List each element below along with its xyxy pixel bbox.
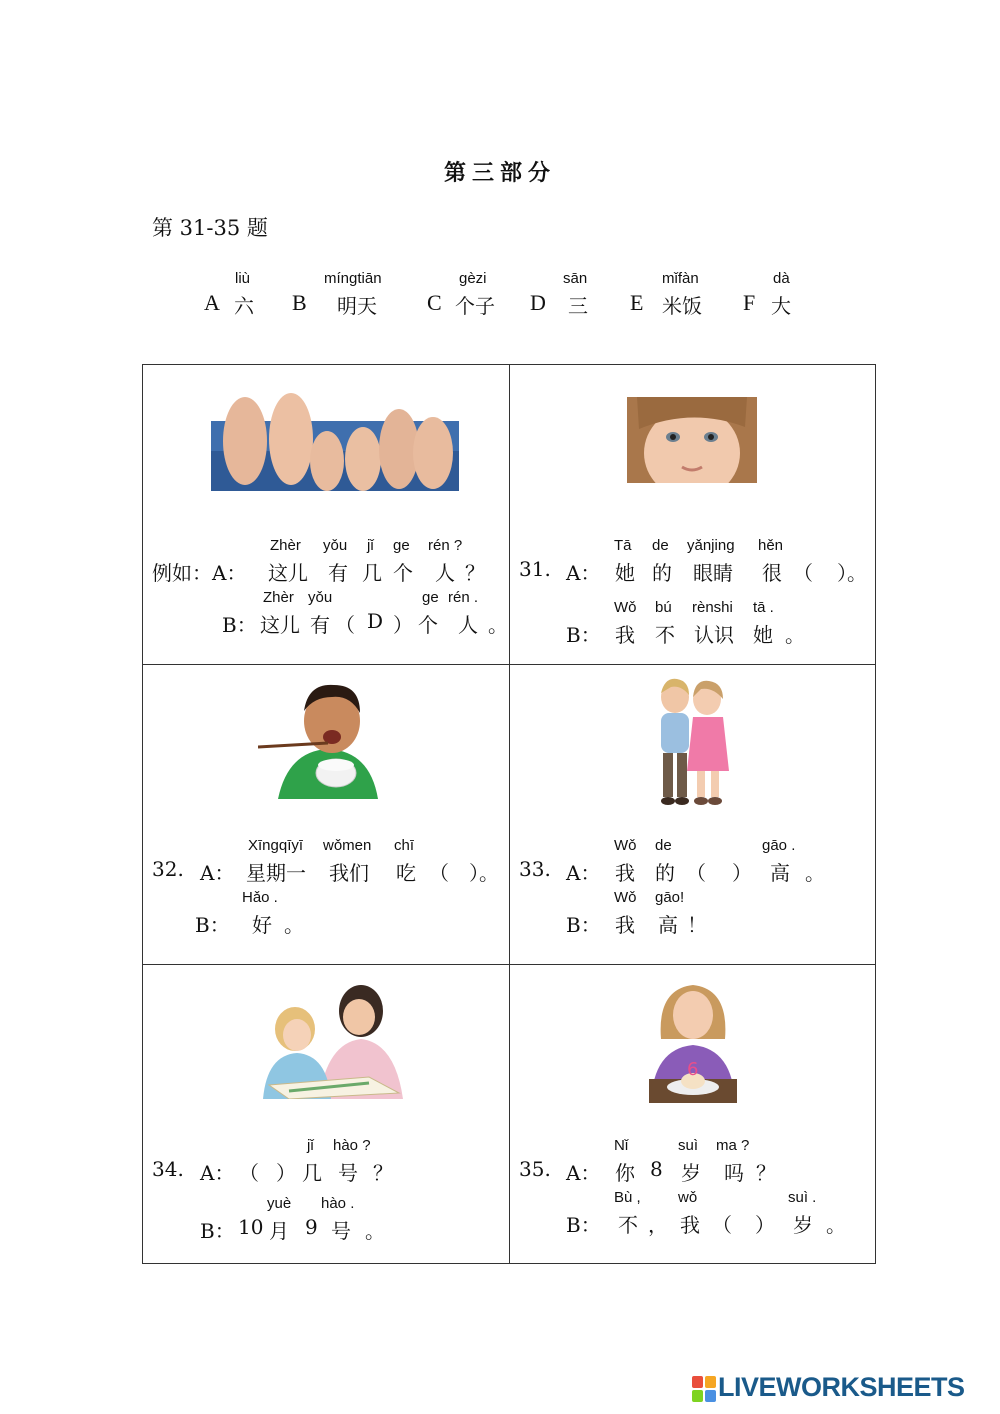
example-cell xyxy=(143,365,509,665)
boy-eating-picture xyxy=(258,681,396,799)
hanzi: 的 xyxy=(652,561,672,585)
pinyin: yǒu xyxy=(308,589,333,606)
hanzi: ？ xyxy=(756,1161,776,1185)
hanzi: 我们 xyxy=(329,861,369,885)
pinyin: bú xyxy=(655,599,672,616)
answer-options xyxy=(0,270,1000,330)
option-letter: D xyxy=(530,290,546,315)
label-a: A： xyxy=(566,1161,601,1185)
hanzi: 有 xyxy=(328,561,348,585)
hanzi: 我 xyxy=(615,623,635,647)
option-letter: E xyxy=(630,290,644,315)
q33-line-a xyxy=(510,837,876,887)
question-range: 第 31-35 题 xyxy=(152,216,268,240)
pinyin: Wǒ xyxy=(614,599,637,616)
hanzi: （ xyxy=(335,613,355,637)
hanzi: 月 xyxy=(269,1219,289,1243)
q35-line-b xyxy=(510,1189,876,1239)
question-number: 33. xyxy=(519,857,551,881)
pinyin: yǒu xyxy=(323,537,348,554)
question-number: 34. xyxy=(152,1157,184,1181)
option-pinyin: míngtiān xyxy=(324,270,382,287)
option-hanzi: 个子 xyxy=(455,294,495,318)
pinyin: Tā xyxy=(614,537,632,554)
question-33-cell xyxy=(510,665,876,965)
answer-blank[interactable]: （ xyxy=(793,561,813,585)
hanzi: ） xyxy=(732,861,752,885)
option-hanzi: 六 xyxy=(234,294,254,318)
hanzi: 10 xyxy=(238,1215,264,1239)
hanzi: 你 xyxy=(615,1161,635,1185)
example-label-b: B： xyxy=(222,613,257,637)
hanzi: 号 xyxy=(331,1219,351,1243)
q31-line-b xyxy=(510,599,876,649)
pinyin: rènshi xyxy=(692,599,733,616)
two-children-picture xyxy=(651,675,733,815)
hanzi: ）。 xyxy=(837,561,867,585)
example-line-a xyxy=(143,537,509,587)
hanzi: 人 xyxy=(458,613,478,637)
option-hanzi: 明天 xyxy=(337,294,377,318)
q34-line-a xyxy=(143,1137,509,1187)
pinyin: de xyxy=(652,537,669,554)
hanzi: 我 xyxy=(680,1213,700,1237)
q33-line-b xyxy=(510,889,876,939)
pinyin: wǒmen xyxy=(323,837,372,854)
hanzi: 不 xyxy=(618,1213,638,1237)
label-a: A： xyxy=(200,861,235,885)
hanzi: 吃 xyxy=(396,861,416,885)
question-35-cell xyxy=(510,965,876,1265)
example-line-b xyxy=(143,589,509,639)
hanzi: 。 xyxy=(805,861,825,885)
option-pinyin: gèzi xyxy=(459,270,487,287)
hanzi: ）。 xyxy=(469,861,499,885)
pinyin: de xyxy=(655,837,672,854)
hanzi: 眼睛 xyxy=(693,561,733,585)
pinyin: Zhèr xyxy=(263,589,294,606)
hanzi: 个 xyxy=(393,561,413,585)
pinyin: gāo! xyxy=(655,889,685,906)
q32-line-a xyxy=(143,837,509,887)
answer-blank[interactable]: （ xyxy=(239,1161,259,1185)
question-grid xyxy=(142,364,876,1264)
option-pinyin: mǐfàn xyxy=(662,270,699,287)
hanzi: 。 xyxy=(284,913,304,937)
feet-picture xyxy=(211,391,459,497)
hanzi: 这儿 xyxy=(268,561,308,585)
hanzi: 个 xyxy=(418,613,438,637)
option-hanzi: 大 xyxy=(771,294,791,318)
option-letter: C xyxy=(427,290,442,315)
q31-line-a xyxy=(510,537,876,587)
hanzi: 认识 xyxy=(694,623,734,647)
hanzi: 好 xyxy=(252,913,272,937)
hanzi: ） xyxy=(393,613,413,637)
question-number: 35. xyxy=(519,1157,551,1181)
answer-blank[interactable]: （ xyxy=(429,861,449,885)
question-number: 31. xyxy=(519,557,551,581)
hanzi: 吗 xyxy=(724,1161,744,1185)
label-b: B： xyxy=(566,623,601,647)
pinyin: Bù , xyxy=(614,1189,641,1206)
hanzi: 这儿 xyxy=(260,613,300,637)
hanzi: 不 xyxy=(655,623,675,647)
hanzi: 号 xyxy=(338,1161,358,1185)
pinyin: Xīngqīyī xyxy=(248,837,304,854)
label-b: B： xyxy=(195,913,230,937)
hanzi: 有 xyxy=(310,613,330,637)
pinyin: Wǒ xyxy=(614,889,637,906)
question-34-cell xyxy=(143,965,509,1265)
hanzi: 。 xyxy=(785,623,805,647)
mother-daughter-reading-picture xyxy=(249,981,403,1099)
question-32-cell xyxy=(143,665,509,965)
pinyin: ge xyxy=(422,589,439,606)
hanzi: 岁 xyxy=(681,1161,701,1185)
hanzi: ） xyxy=(755,1213,775,1237)
option-letter: B xyxy=(292,290,307,315)
hanzi: 高 xyxy=(658,913,678,937)
hanzi: 9 xyxy=(305,1215,318,1239)
hanzi: ） xyxy=(276,1161,296,1185)
example-answer: D xyxy=(367,609,384,633)
pinyin: ma ? xyxy=(716,1137,750,1154)
liveworksheets-logo xyxy=(692,1372,992,1406)
logo-text: LIVEWORKSHEETS xyxy=(718,1372,965,1402)
pinyin: rén . xyxy=(448,589,479,606)
question-number: 32. xyxy=(152,857,184,881)
pinyin: yuè xyxy=(267,1195,292,1212)
liveworksheets-logo-icon xyxy=(692,1376,716,1402)
hanzi: 很 xyxy=(762,561,782,585)
q32-line-b xyxy=(143,889,509,939)
option-letter: F xyxy=(743,290,756,315)
hanzi: 岁 xyxy=(793,1213,813,1237)
pinyin: suì xyxy=(678,1137,699,1154)
pinyin: gāo . xyxy=(762,837,796,854)
label-a: A： xyxy=(566,861,601,885)
option-pinyin: dà xyxy=(773,270,790,287)
hanzi: 。 xyxy=(488,613,508,637)
pinyin: Nǐ xyxy=(614,1137,629,1154)
hanzi: 几 xyxy=(362,561,382,585)
pinyin: wǒ xyxy=(678,1189,698,1206)
hanzi: ？ xyxy=(373,1161,393,1185)
pinyin: suì . xyxy=(788,1189,817,1206)
pinyin: hěn xyxy=(758,537,784,554)
svg-text:6: 6 xyxy=(687,1059,699,1080)
pinyin: hào ? xyxy=(333,1137,371,1154)
option-letter: A xyxy=(204,290,220,315)
label-b: B： xyxy=(200,1219,235,1243)
hanzi: 。 xyxy=(365,1219,385,1243)
pinyin: chī xyxy=(394,837,415,854)
q35-line-a xyxy=(510,1137,876,1187)
example-label-a: 例如：A： xyxy=(152,561,247,585)
pinyin: tā . xyxy=(753,599,774,616)
hanzi: 我 xyxy=(615,861,635,885)
hanzi: 她 xyxy=(753,623,773,647)
pinyin: rén ? xyxy=(428,537,463,554)
question-31-cell xyxy=(510,365,876,665)
page-title: 第三部分 xyxy=(443,161,556,186)
hanzi: 人 xyxy=(435,561,455,585)
girl-face-picture xyxy=(627,397,757,483)
hanzi: 她 xyxy=(615,561,635,585)
pinyin: Hǎo . xyxy=(242,889,278,906)
hanzi: 几 xyxy=(302,1161,322,1185)
pinyin: ge xyxy=(393,537,410,554)
label-b: B： xyxy=(566,913,601,937)
hanzi: ， xyxy=(648,1213,668,1237)
option-pinyin: sān xyxy=(563,270,588,287)
hanzi: 8 xyxy=(650,1157,663,1181)
hanzi: 我 xyxy=(615,913,635,937)
pinyin: jǐ xyxy=(367,537,374,554)
pinyin: Zhèr xyxy=(270,537,301,554)
option-hanzi: 米饭 xyxy=(662,294,702,318)
pinyin: Wǒ xyxy=(614,837,637,854)
hanzi: 星期一 xyxy=(246,861,306,885)
hanzi: 高 xyxy=(770,861,790,885)
label-a: A： xyxy=(200,1161,235,1185)
pinyin: yǎnjing xyxy=(687,537,735,554)
option-pinyin: liù xyxy=(235,270,251,287)
answer-blank[interactable]: （ xyxy=(712,1213,732,1237)
label-a: A： xyxy=(566,561,601,585)
hanzi: 。 xyxy=(826,1213,846,1237)
hanzi: 的 xyxy=(655,861,675,885)
pinyin: jǐ xyxy=(307,1137,314,1154)
answer-blank[interactable]: （ xyxy=(686,861,706,885)
q34-line-b xyxy=(143,1195,509,1245)
hanzi: ！ xyxy=(687,913,707,937)
hanzi: ？ xyxy=(465,561,485,585)
label-b: B： xyxy=(566,1213,601,1237)
birthday-girl-picture xyxy=(649,979,737,1103)
option-hanzi: 三 xyxy=(568,294,588,318)
pinyin: hào . xyxy=(321,1195,355,1212)
